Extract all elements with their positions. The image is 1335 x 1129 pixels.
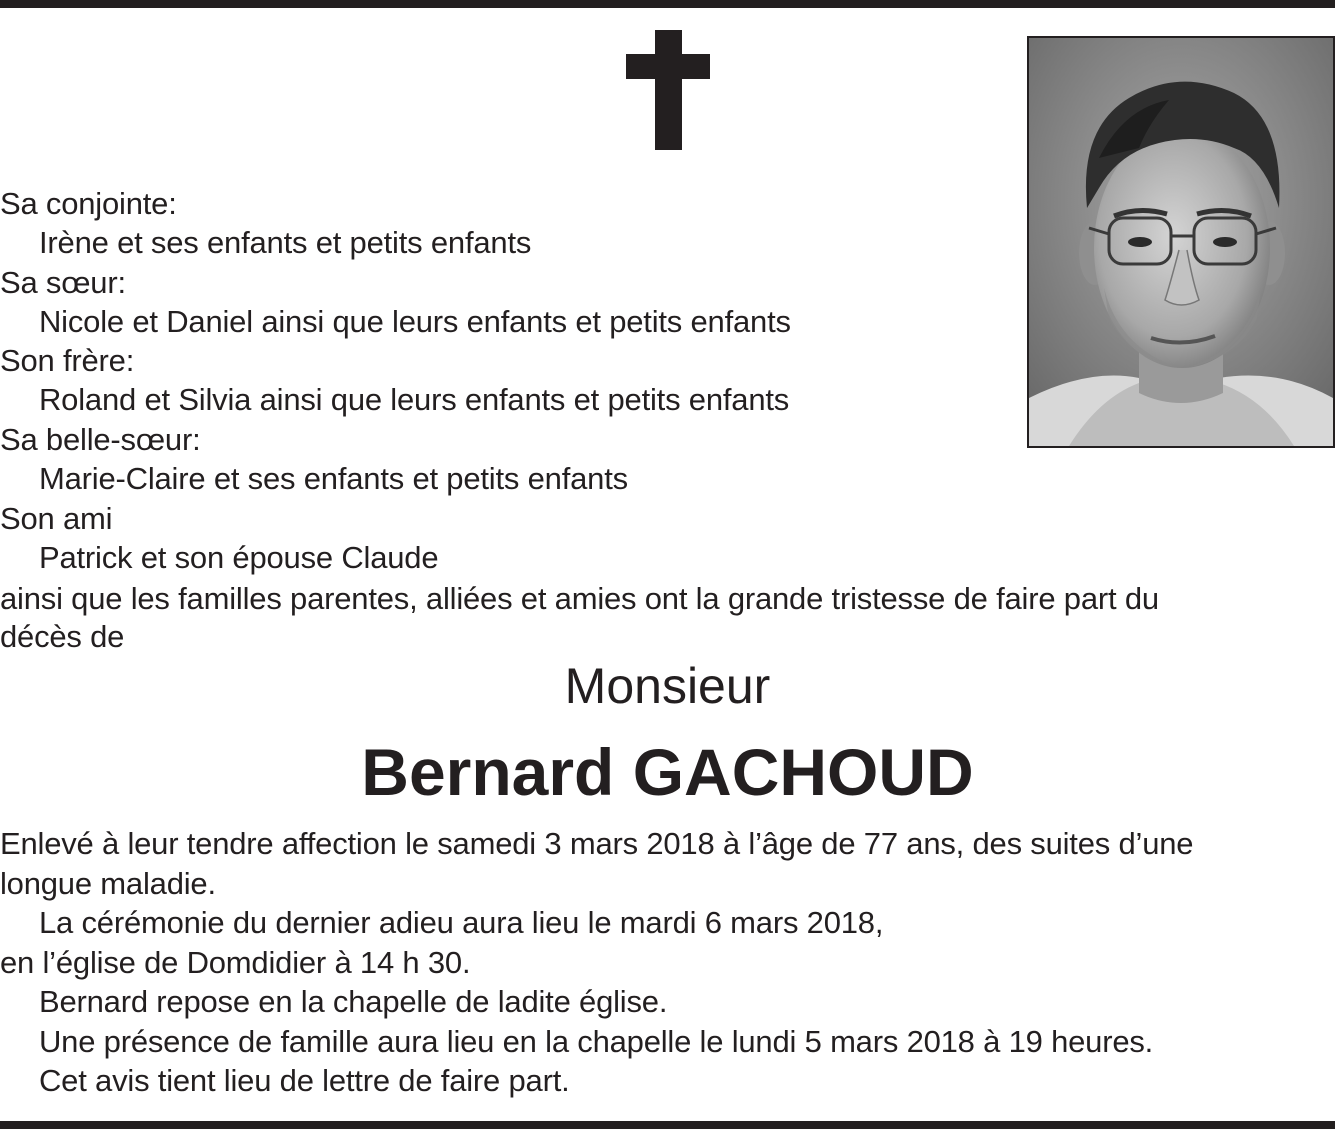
notice-line: Cet avis tient lieu de lettre de faire part. bbox=[39, 1063, 570, 1098]
relation-names-brother: Roland et Silvia ainsi que leurs enfants et petits enfants bbox=[39, 382, 790, 417]
relation-label-spouse: Sa conjointe: bbox=[0, 186, 177, 221]
relation-label-friend: Son ami bbox=[0, 501, 113, 536]
announcement-line: décès de bbox=[0, 619, 125, 654]
bottom-border-rule bbox=[0, 1121, 1335, 1129]
ceremony-line: La cérémonie du dernier adieu aura lieu le mardi 6 mars 2018, bbox=[39, 905, 884, 940]
rest-location-line: Bernard repose en la chapelle de ladite église. bbox=[39, 984, 668, 1019]
deceased-title: Monsieur bbox=[564, 658, 771, 714]
announcement-line: ainsi que les familles parentes, alliées et amies ont la grande tristesse de faire part du bbox=[0, 581, 1159, 616]
relation-names-sister-in-law: Marie-Claire et ses enfants et petits enfants bbox=[39, 461, 628, 496]
relation-names-friend: Patrick et son épouse Claude bbox=[39, 540, 439, 575]
relation-label-sister: Sa sœur: bbox=[0, 265, 126, 300]
detail-line: longue maladie. bbox=[0, 866, 216, 901]
relation-names-spouse: Irène et ses enfants et petits enfants bbox=[39, 225, 532, 260]
relation-label-sister-in-law: Sa belle-sœur: bbox=[0, 422, 201, 457]
top-border-rule bbox=[0, 0, 1335, 8]
deceased-name: Bernard GACHOUD bbox=[361, 735, 974, 809]
family-presence-line: Une présence de famille aura lieu en la chapelle le lundi 5 mars 2018 à 19 heures. bbox=[39, 1024, 1154, 1059]
portrait-photo bbox=[1027, 36, 1335, 448]
relation-names-sister: Nicole et Daniel ainsi que leurs enfants et petits enfants bbox=[39, 304, 791, 339]
relation-label-brother: Son frère: bbox=[0, 343, 135, 378]
detail-line: Enlevé à leur tendre affection le samedi 3 mars 2018 à l’âge de 77 ans, des suites d’une bbox=[0, 826, 1194, 861]
ceremony-location-line: en l’église de Domdidier à 14 h 30. bbox=[0, 945, 471, 980]
cross-icon bbox=[626, 30, 710, 150]
